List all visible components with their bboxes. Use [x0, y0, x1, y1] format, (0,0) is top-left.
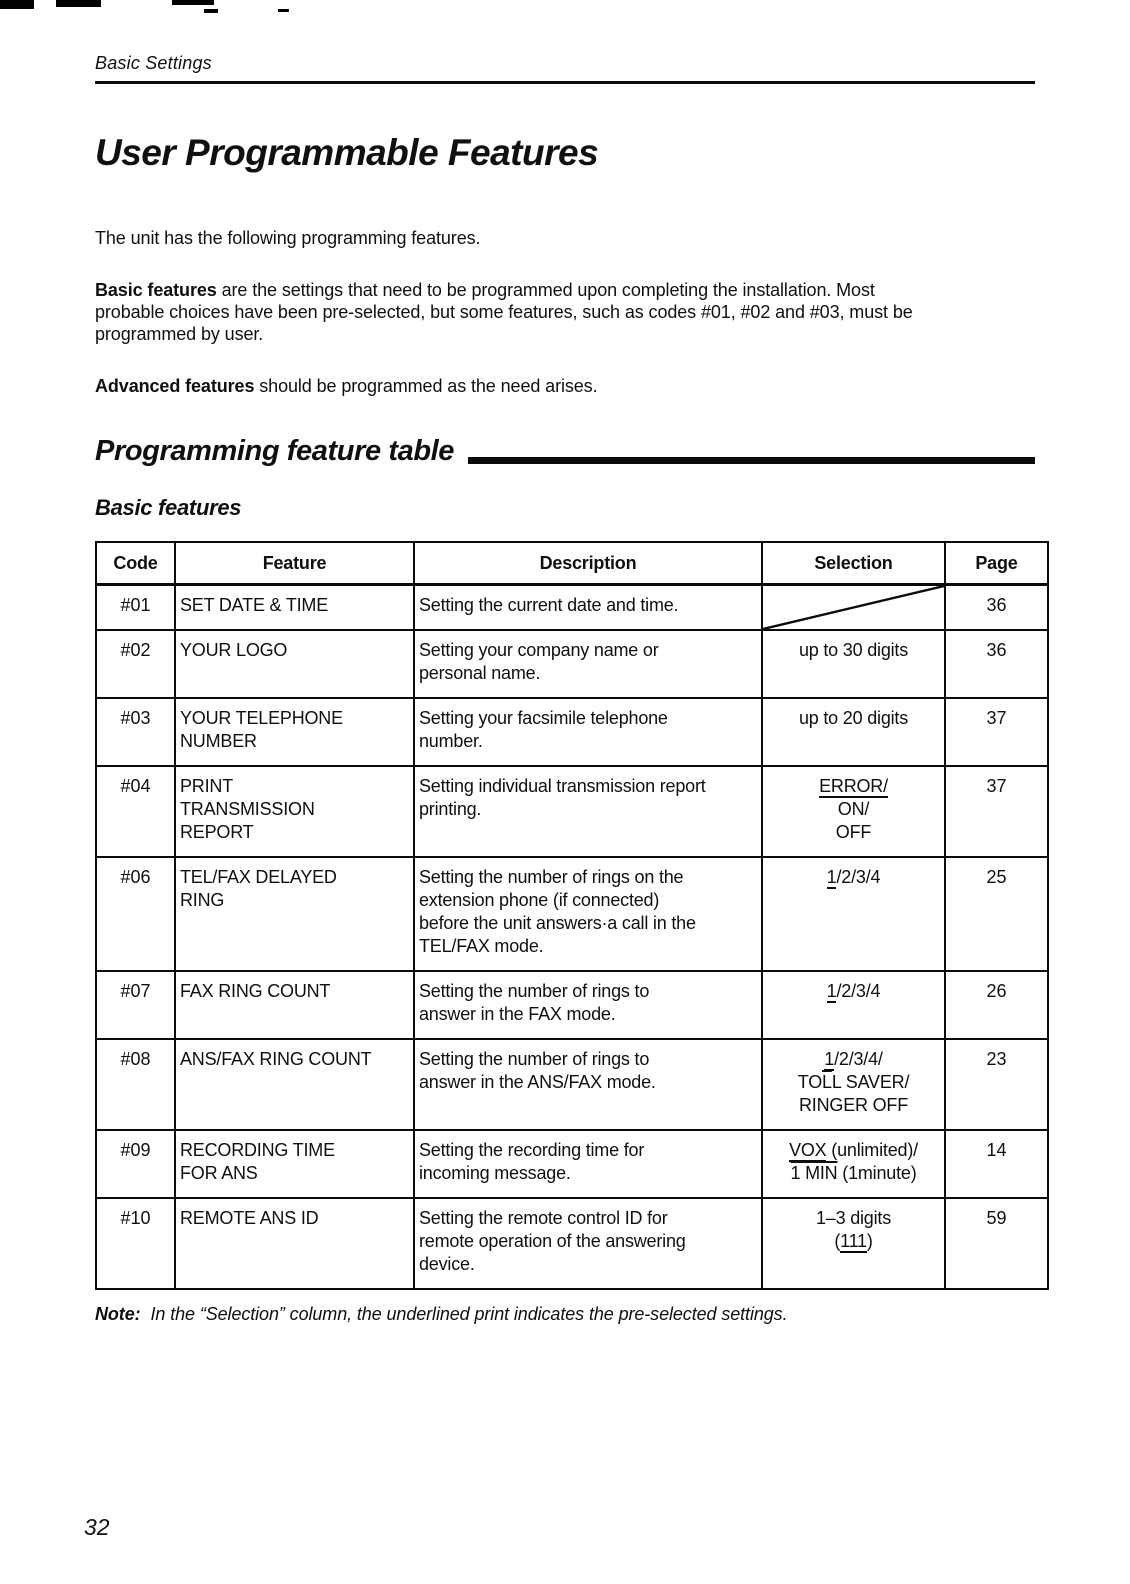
page-title: User Programmable Features — [95, 132, 599, 173]
header-row — [96, 542, 1048, 585]
code-cell: #09 — [120, 1140, 151, 1160]
code-cell: #07 — [120, 981, 151, 1001]
table-row — [96, 698, 1048, 766]
description-cell: Setting the number of rings to answer in the FAX mode. — [414, 971, 762, 1039]
basic-features-paragraph — [95, 279, 1035, 345]
note-paragraph — [95, 1303, 1047, 1325]
selection-line — [767, 821, 940, 844]
selection-line — [767, 1207, 940, 1230]
selection-value: ( — [834, 1231, 841, 1251]
preselected-value: 1 — [824, 1049, 835, 1069]
table-row — [96, 1130, 1048, 1198]
selection-line — [767, 775, 940, 798]
selection-value: L SAVER/ — [831, 1072, 910, 1092]
feature-cell: TEL/FAX DELAYED RING — [175, 857, 414, 971]
code-cell: #03 — [120, 708, 151, 728]
selection-value: (1minute) — [837, 1163, 917, 1183]
diagonal-slash — [763, 586, 944, 629]
selection-value: up to 20 digits — [798, 708, 909, 728]
table-row — [96, 1039, 1048, 1130]
selection-cell — [762, 585, 945, 631]
description-cell: Setting your company name or personal name. — [414, 630, 762, 698]
table-row — [96, 630, 1048, 698]
intro-paragraph: The unit has the following programming features. — [95, 228, 481, 248]
selection-value: $\overline{L}$ — [822, 1072, 832, 1092]
running-header: Basic Settings — [95, 53, 212, 73]
page-number: 32 — [84, 1514, 110, 1540]
selection-line — [767, 798, 940, 821]
table-row — [96, 585, 1048, 631]
header-description: Description — [414, 542, 762, 585]
preselected-value: 1 — [826, 867, 837, 887]
description-cell: Setting the remote control ID for remote operation of the answering device. — [414, 1198, 762, 1289]
selection-cell — [762, 698, 945, 766]
advanced-features-paragraph — [95, 375, 1035, 397]
feature-table-head — [96, 542, 1048, 585]
selection-line — [767, 866, 940, 889]
code-cell: #04 — [120, 776, 151, 796]
basic-features-text: are the settings that need to be programmed upon completing the installation. Most probable choices have been pre-selected, but some features, such as codes #01, #02 and #03, must be programmed by user. — [95, 280, 913, 344]
selection-line — [767, 1071, 940, 1094]
description-cell: Setting the number of rings on the extension phone (if connected) before the unit answers·a call in the TEL/FAX mode. — [414, 857, 762, 971]
page-cell: 37 — [945, 698, 1048, 766]
code-cell: #01 — [120, 595, 151, 615]
selection-cell — [762, 1198, 945, 1289]
preselected-value: ERROR/ — [819, 776, 888, 796]
page-cell: 25 — [945, 857, 1048, 971]
header-page: Page — [945, 542, 1048, 585]
table-row — [96, 1198, 1048, 1289]
selection-cell — [762, 1130, 945, 1198]
feature-cell: SET DATE & TIME — [175, 585, 414, 631]
preselected-value: VOX — [789, 1140, 827, 1160]
feature-table-body — [96, 585, 1048, 1290]
page-cell: 14 — [945, 1130, 1048, 1198]
header-code: Code — [96, 542, 175, 585]
preselected-value: 111 — [840, 1231, 867, 1251]
page-cell: 59 — [945, 1198, 1048, 1289]
feature-cell: REMOTE ANS ID — [175, 1198, 414, 1289]
selection-value: /2/3/4 — [836, 981, 881, 1001]
header-rule — [95, 81, 1035, 84]
selection-line — [767, 980, 940, 1003]
advanced-features-text: should be programmed as the need arises. — [254, 376, 598, 396]
basic-features-lead: Basic features — [95, 280, 217, 300]
selection-value: up to 30 digits — [798, 640, 909, 660]
selection-value: 1 MIN — [790, 1163, 838, 1183]
description-cell: Setting the number of rings to answer in the ANS/FAX mode. — [414, 1039, 762, 1130]
code-cell: #06 — [120, 867, 151, 887]
feature-cell: RECORDING TIME FOR ANS — [175, 1130, 414, 1198]
selection-cell — [762, 630, 945, 698]
advanced-features-lead: Advanced features — [95, 376, 255, 396]
selection-line — [767, 1230, 940, 1253]
subsection-title: Basic features — [95, 495, 242, 520]
selection-line — [767, 1094, 940, 1117]
code-cell: #10 — [120, 1208, 151, 1228]
manual-page — [95, 0, 1047, 1325]
selection-value: (unlimited)/ — [826, 1140, 918, 1160]
note-lead: Note: — [95, 1304, 141, 1324]
selection-cell — [762, 971, 945, 1039]
description-cell: Setting the current date and time. — [414, 585, 762, 631]
table-row — [96, 766, 1048, 857]
selection-cell — [762, 857, 945, 971]
table-row — [96, 971, 1048, 1039]
selection-line — [767, 639, 940, 662]
description-cell: Setting the recording time for incoming message. — [414, 1130, 762, 1198]
section-rule — [468, 457, 1035, 464]
selection-line — [767, 1048, 940, 1071]
header-feature: Feature — [175, 542, 414, 585]
description-cell: Setting individual transmission report printing. — [414, 766, 762, 857]
selection-line — [767, 1162, 940, 1185]
selection-value: ON/ — [837, 799, 870, 819]
feature-cell: ANS/FAX RING COUNT — [175, 1039, 414, 1130]
section-heading — [95, 433, 1035, 469]
note-text: In the “Selection” column, the underlined print indicates the pre-selected settings. — [150, 1304, 788, 1324]
selection-value: /2/3/4 — [836, 867, 881, 887]
selection-value: ) — [866, 1231, 873, 1251]
selection-cell — [762, 766, 945, 857]
header-selection: Selection — [762, 542, 945, 585]
code-cell: #08 — [120, 1049, 151, 1069]
page-cell: 23 — [945, 1039, 1048, 1130]
table-row — [96, 857, 1048, 971]
selection-value: 1–3 digits — [815, 1208, 892, 1228]
feature-cell: YOUR LOGO — [175, 630, 414, 698]
feature-cell: YOUR TELEPHONE NUMBER — [175, 698, 414, 766]
section-title: Programming feature table — [95, 435, 455, 467]
selection-value: /2/3/4/ — [834, 1049, 883, 1069]
selection-value: TO — [797, 1072, 823, 1092]
feature-cell: PRINT TRANSMISSION REPORT — [175, 766, 414, 857]
feature-table — [95, 541, 1049, 1290]
selection-value: OFF — [835, 822, 872, 842]
page-cell: 36 — [945, 585, 1048, 631]
code-cell: #02 — [120, 640, 151, 660]
page-cell: 36 — [945, 630, 1048, 698]
selection-value: RINGER OFF — [799, 1095, 908, 1115]
selection-cell — [762, 1039, 945, 1130]
feature-cell: FAX RING COUNT — [175, 971, 414, 1039]
page-cell: 26 — [945, 971, 1048, 1039]
description-cell: Setting your facsimile telephone number. — [414, 698, 762, 766]
preselected-value: 1 — [826, 981, 837, 1001]
selection-line — [767, 707, 940, 730]
selection-line — [767, 1139, 940, 1162]
page-cell: 37 — [945, 766, 1048, 857]
scan-artifact — [0, 0, 34, 9]
